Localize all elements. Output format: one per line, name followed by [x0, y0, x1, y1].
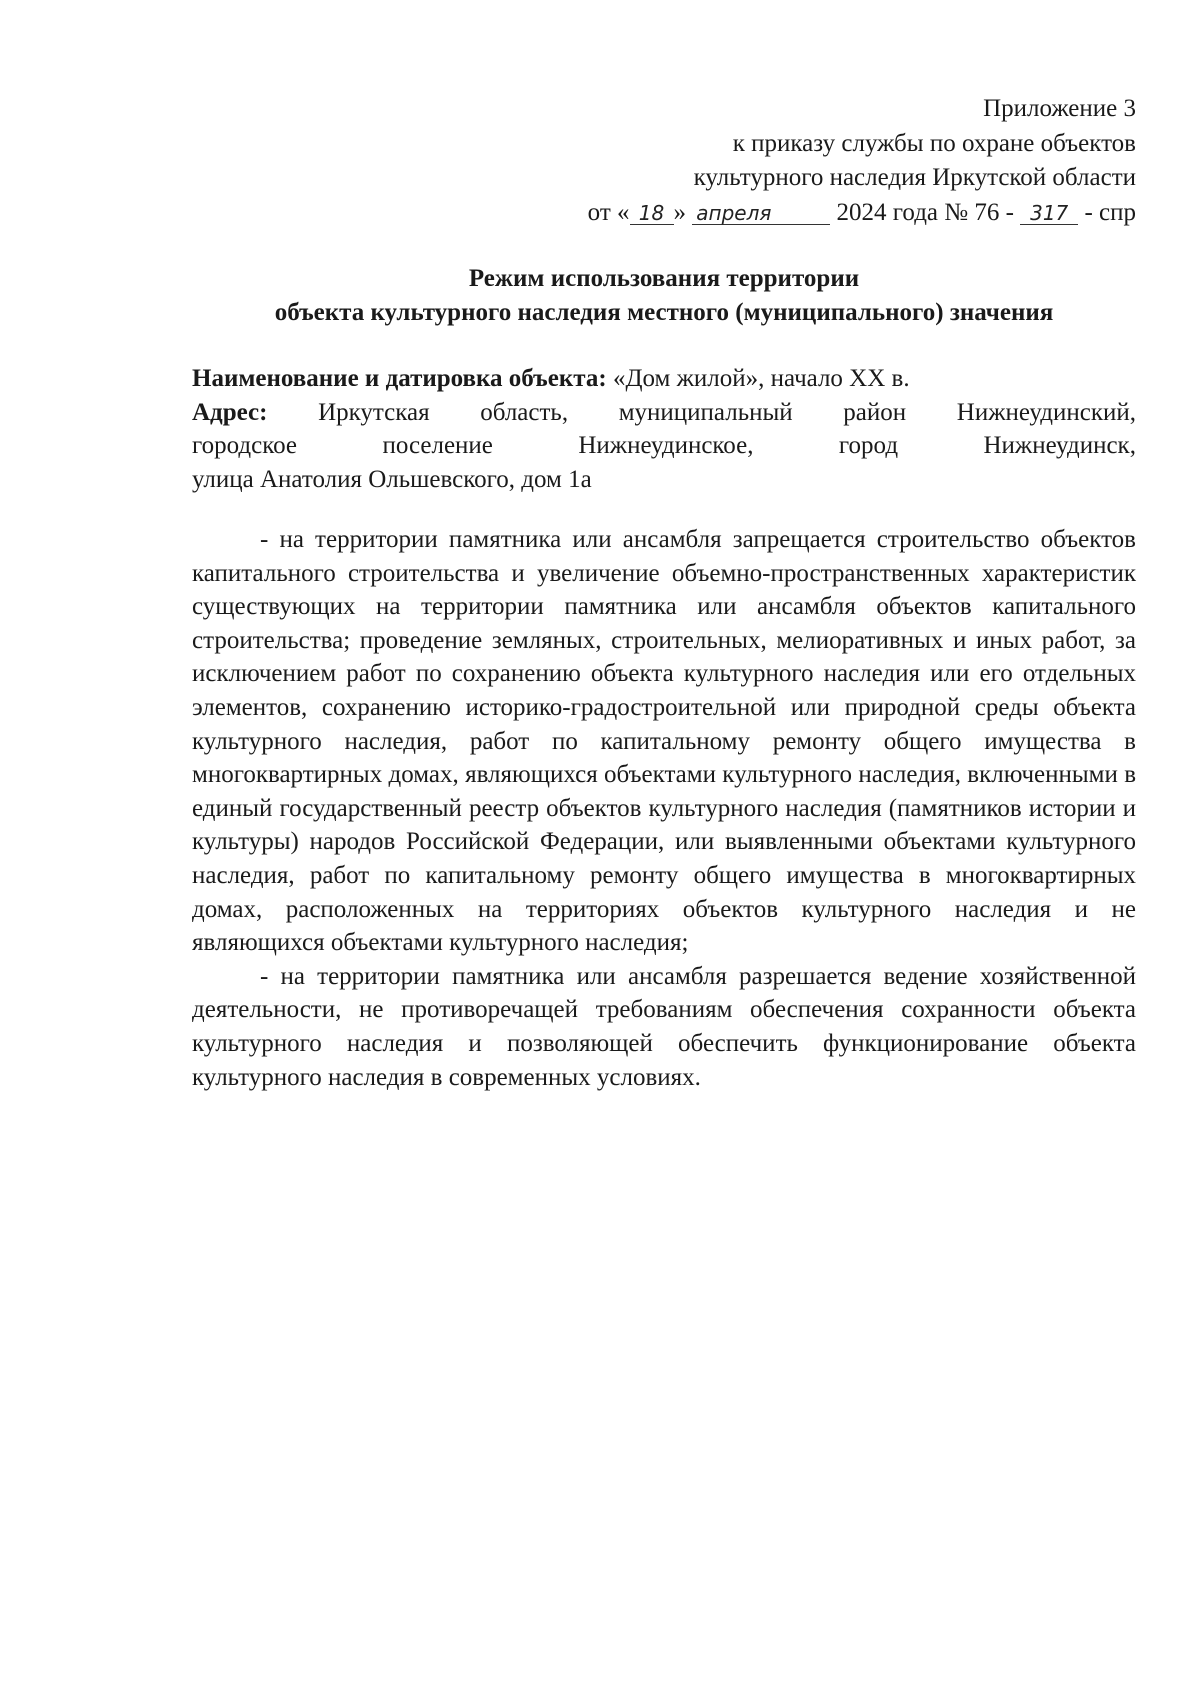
address-word: муниципальный	[618, 398, 793, 426]
address-word: область,	[480, 398, 569, 426]
year-text: 2024 года № 76 -	[836, 198, 1014, 226]
address-word: поселение	[382, 432, 493, 459]
appendix-number: Приложение 3	[983, 95, 1136, 122]
document-title	[192, 262, 1136, 330]
address-word: район	[843, 398, 907, 426]
object-name-value: «Дом жилой», начало XX в.	[612, 365, 910, 392]
handwritten-month: апреля	[692, 202, 830, 225]
appendix-date-line	[588, 196, 1136, 231]
appendix-issuer: культурного наследия Иркутской области	[693, 164, 1136, 191]
address-word: городское	[192, 432, 298, 459]
appendix-order-ref: к приказу службы по охране объектов	[732, 129, 1136, 157]
order-suffix: - спр	[1084, 198, 1136, 226]
date-prefix: от «	[587, 198, 630, 226]
date-mid: »	[673, 198, 687, 226]
regime-text	[192, 523, 1136, 1094]
address-word: Иркутская	[318, 398, 430, 426]
address-label: Адрес:	[192, 398, 268, 426]
title-line-1: Режим использования территории	[468, 265, 860, 292]
address-line-3: улица Анатолия Ольшевского, дом 1а	[192, 465, 592, 493]
prohibition-paragraph: - на территории памятника или ансамбля запрещается строительство объектов капитального строительства и увеличение объемно-пространственных характеристик существующих на территории памятника или ансамбля объектов капитального строительства; проведение земляных, строительных, мелиоративных и иных работ, за исключением работ по сохранению объекта культурного наследия или его отдельных элементов, сохранению историко-градостроительной или природной среды объекта культурного наследия, работ по капитальному ремонту общего имущества в многоквартирных домах, являющихся объектами культурного наследия, включенными в единый государственный реестр объектов культурного наследия (памятников истории и культуры) народов Российской Федерации, или выявленными объектами культурного наследия, работ по капитальному ремонту общего имущества в многоквартирных домах, расположенных на территориях объектов культурного наследия и не являющихся объектами культурного наследия;	[192, 526, 1136, 957]
object-name-line	[192, 362, 1136, 396]
address-word: Нижнеудинский,	[956, 398, 1136, 426]
title-line-2: объекта культурного наследия местного (муниципального) значения	[274, 299, 1054, 326]
handwritten-order-number: 317	[1020, 202, 1078, 225]
appendix-header	[588, 92, 1136, 230]
address-word	[192, 396, 267, 430]
object-info	[192, 362, 1136, 496]
address-word: город	[838, 432, 899, 459]
object-name-label: Наименование и датировка объекта:	[192, 365, 607, 392]
address-line-2	[192, 429, 1136, 463]
address-word: Нижнеудинск,	[983, 432, 1136, 459]
permission-paragraph: - на территории памятника или ансамбля разрешается ведение хозяйственной деятельности, не противоречащей требованиям обеспечения сохранности объекта культурного наследия и позволяющей обеспечить функционирование объекта культурного наследия в современных условиях.	[192, 962, 1136, 1091]
address-line-1	[192, 396, 1136, 430]
handwritten-day: 18	[630, 202, 674, 225]
address-word: Нижнеудинское,	[578, 432, 754, 459]
